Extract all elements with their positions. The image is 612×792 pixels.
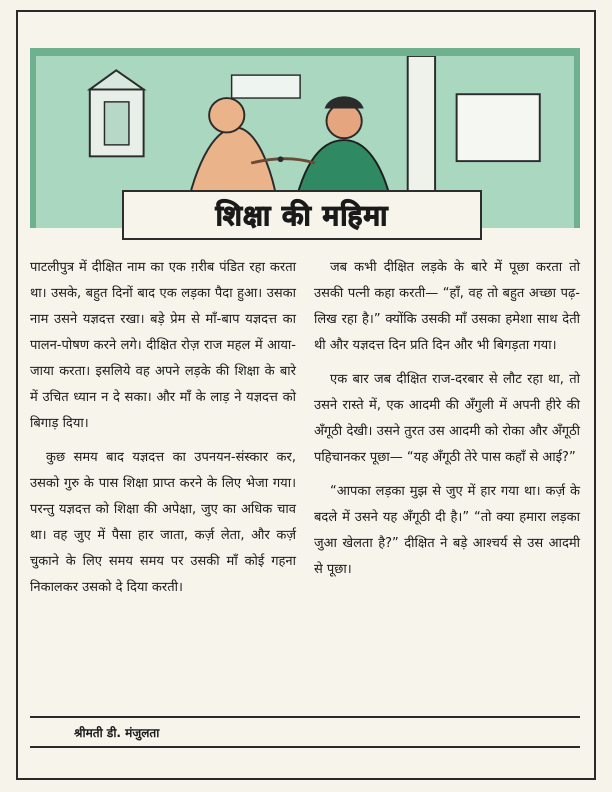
paragraph: कुछ समय बाद यज्ञदत्त का उपनयन-संस्कार कर, उसको गुरु के पास शिक्षा प्राप्त करने के लिए भेजा गया। परन्तु यज्ञदत्त को शिक्षा की अपेक्षा, जुए का अधिक चाव था। वह जुए में पैसा हार जाता, कर्ज़ लेता, और कर्ज़ चुकाने के लिए समय समय पर उसकी माँ कोई गहना निकालकर उसको दे दिया करती।: [30, 450, 296, 595]
paragraph: “आपका लड़का मुझ से जुए में हार गया था। कर्ज़ के बदले में उसने यह अँगूठी दी है।” “तो क्या हमारा लड़का जुआ खेलता है?” दीक्षित ने बड़े आश्चर्य से उस आदमी से पूछा।: [314, 484, 580, 577]
right-column: [314, 255, 580, 710]
author-footer: [30, 716, 580, 748]
paragraph: जब कभी दीक्षित लड़के के बारे में पूछा करता तो उसकी पत्नी कहा करती— “हाँ, वह तो बहुत अच्छा पढ़-लिख रहा है।” क्योंकि उसकी माँ उसका हमेशा साथ देती थी और यज्ञदत्त दिन प्रति दिन और भी बिगड़ता गया।: [314, 260, 580, 353]
page-title: शिक्षा की महिमा: [215, 199, 389, 232]
paragraph: पाटलीपुत्र में दीक्षित नाम का एक ग़रीब पंडित रहा करता था। उसके, बहुत दिनों बाद एक लड़का पैदा हुआ। उसका नाम उसने यज्ञदत्त रखा। बड़े प्रेम से माँ-बाप यज्ञदत्त का पालन-पोषण करने लगे। दीक्षित रोज़ राज महल में आया-जाया करता। इसलिये वह अपने लड़के की शिक्षा के बारे में उचित ध्यान न दे सका। और माँ के लाड़ ने यज्ञदत्त को बिगाड़ दिया।: [30, 260, 296, 431]
left-column: [30, 255, 296, 710]
story-columns: [30, 255, 580, 710]
author-name: श्रीमती डी. मंजुलता: [74, 725, 160, 740]
paragraph: एक बार जब दीक्षित राज-दरबार से लौट रहा था, तो उसने रास्ते में, एक आदमी की अँगुली में अपनी हीरे की अँगूठी देखी। उसने तुरत उस आदमी को रोका और अँगूठी पहिचानकर पूछा— “यह अँगूठी तेरे पास कहाँ से आई?”: [314, 372, 580, 465]
title-banner: [122, 190, 482, 240]
